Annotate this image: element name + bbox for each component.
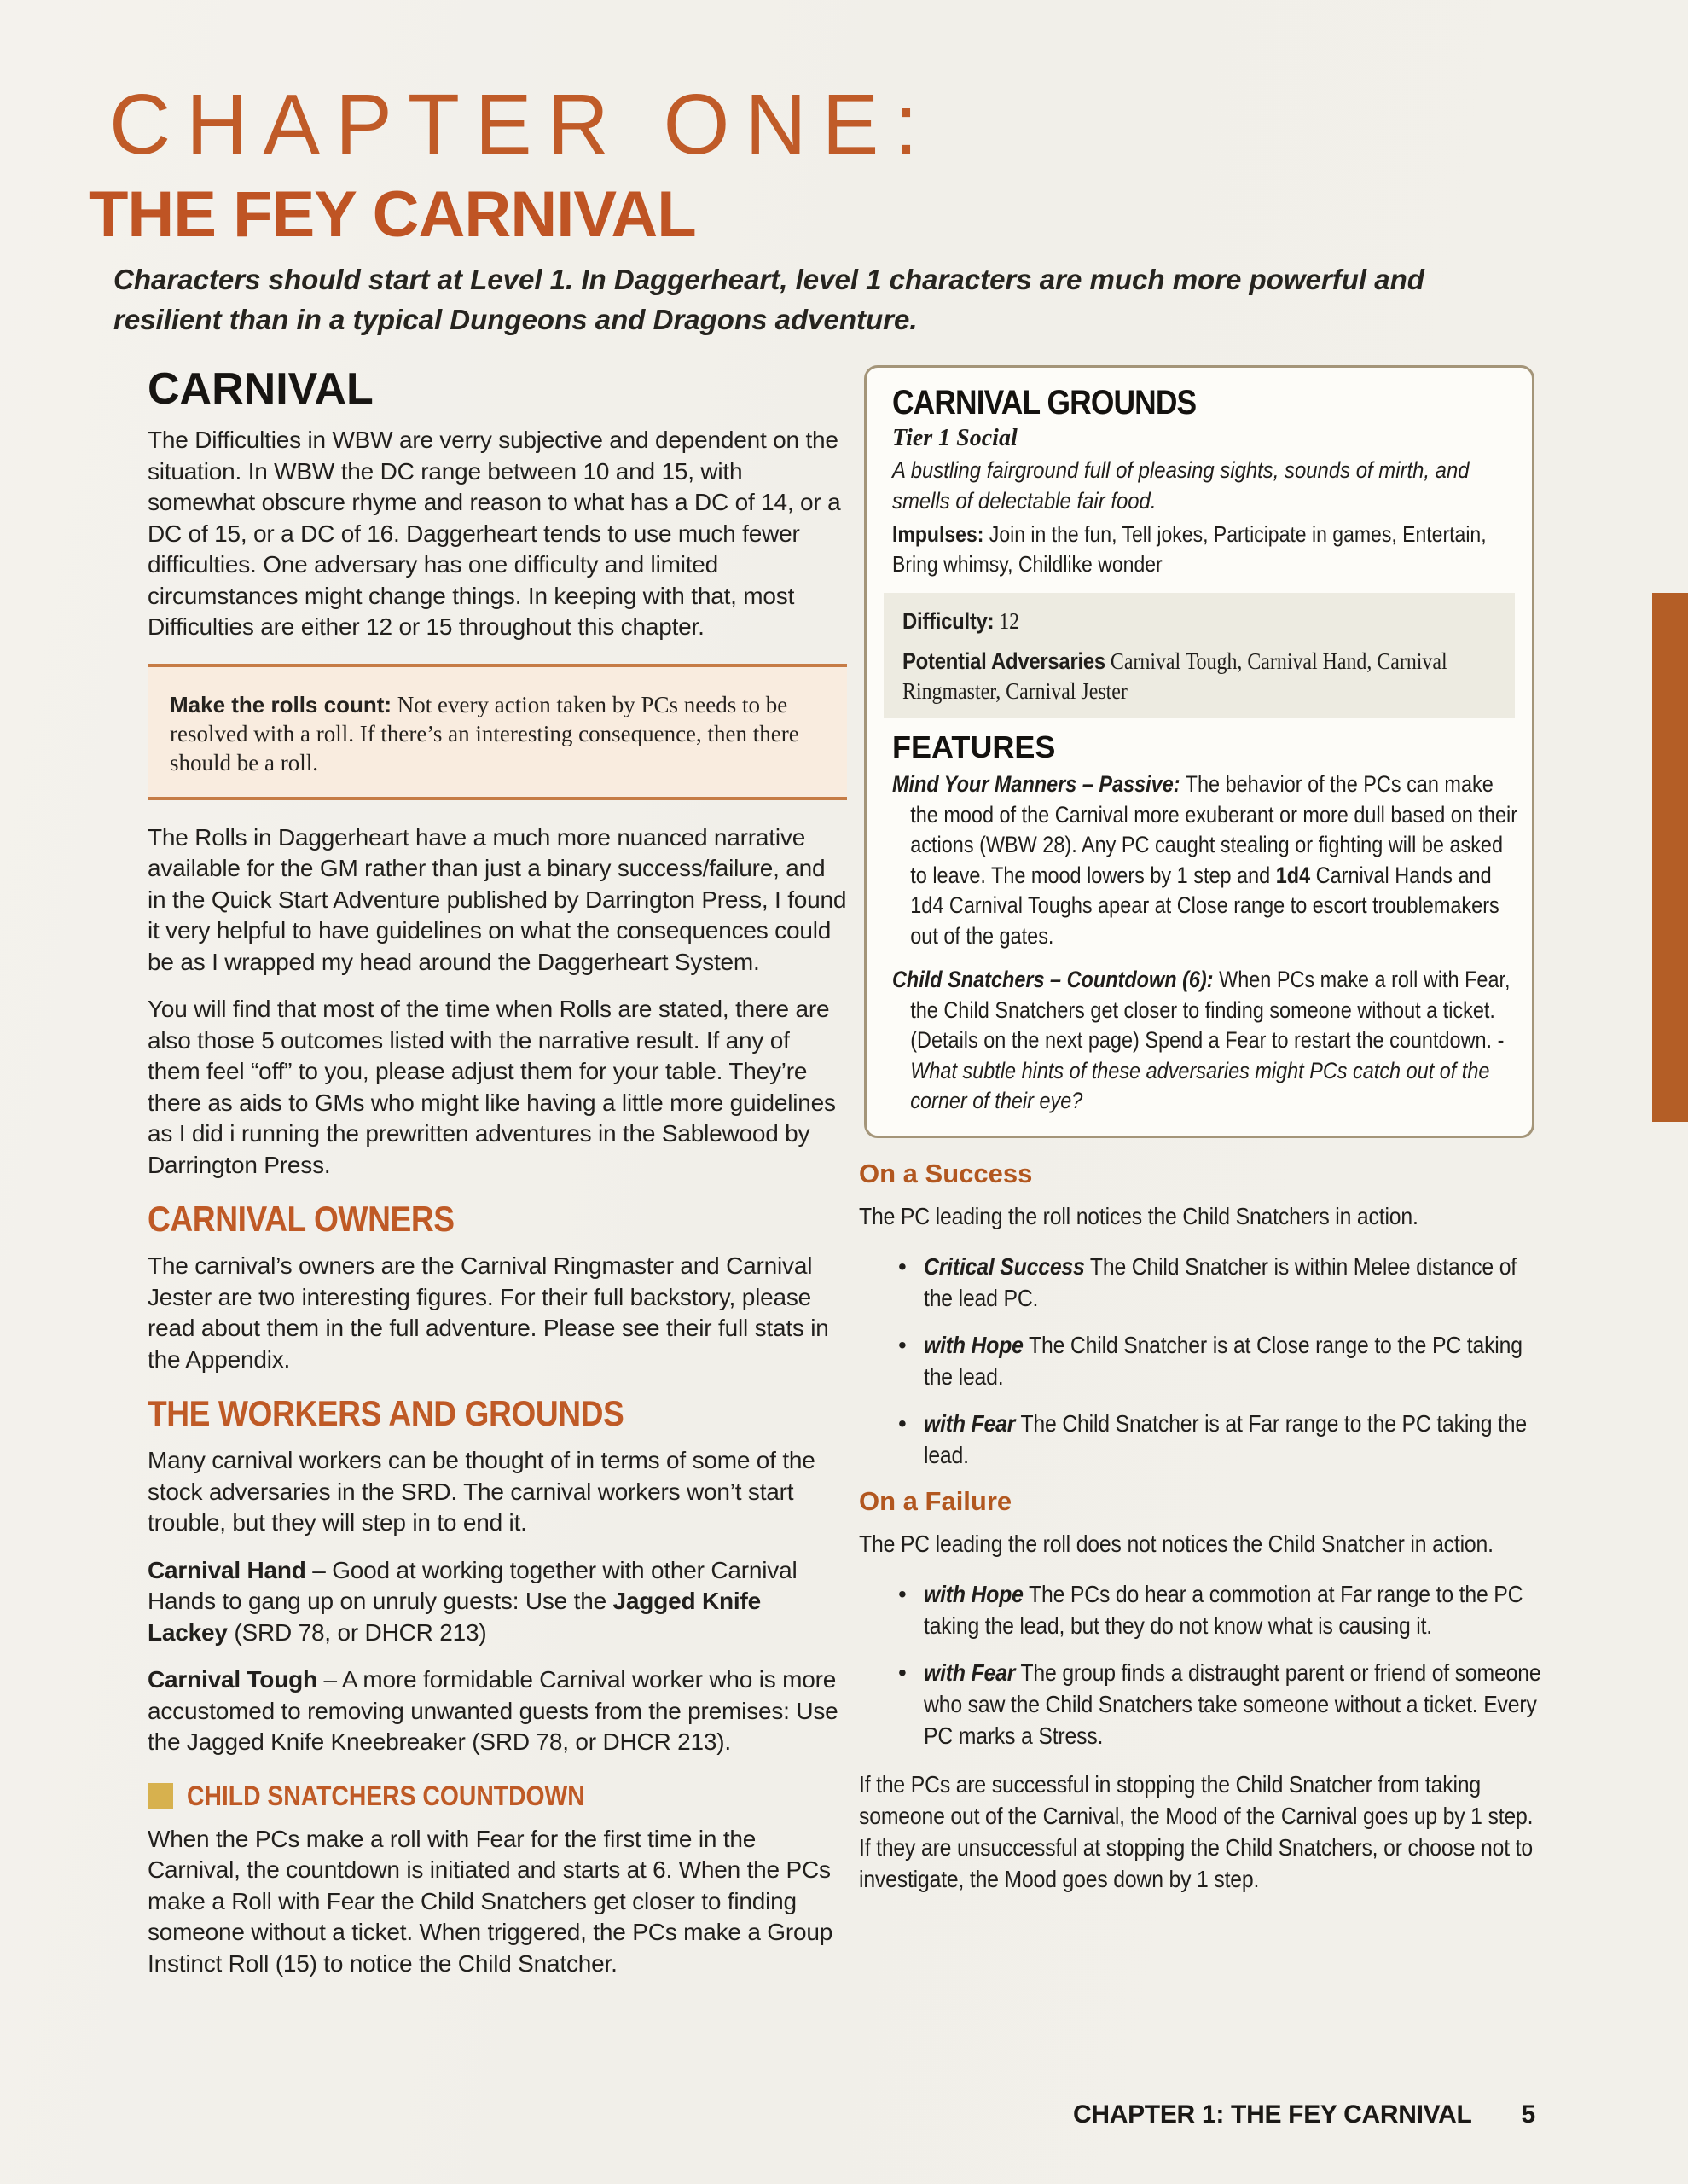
paragraph: You will find that most of the time when Rolls are stated, there are also those 5 outcomes listed with the narrative result. If any of them feel “off” to you, please adjust them for your table. They’re there as aids to GMs who might like having a little more guidelines as I did i running the prewritten adventures in the Sablewood by Darrington Press.: [148, 996, 836, 1178]
carnival-grounds-statblock: [864, 365, 1534, 1138]
difficulty-value: 12: [994, 608, 1020, 634]
section-heading-child-snatchers-countdown: [148, 1782, 847, 1809]
success-bullet-list: [857, 1251, 1541, 1471]
bullet-text: with Hope The Child Snatcher is at Close range to the PC taking the lead.: [924, 1331, 1523, 1390]
adversaries-label: Potential Adversaries: [902, 648, 1105, 674]
paragraph: When the PCs make a roll with Fear for the first time in the Carnival, the countdown is initiated and starts at 6. When the PCs make a Roll with Fear the Child Snatchers get closer to finding someone without a ticket. When triggered, the PCs make a Group Instinct Roll (15) to notice the Child Snatcher.: [148, 1825, 833, 1977]
list-item: [896, 1657, 1541, 1751]
list-item: [896, 1578, 1541, 1641]
section-heading-workers-grounds: THE WORKERS AND GROUNDS: [148, 1393, 624, 1433]
paragraph: The carnival’s owners are the Carnival Ringmaster and Carnival Jester are two interesting figures. For their full backstory, please read about them in the full adventure. Please see their full stats in the Appendix.: [148, 1252, 829, 1373]
feature-child-snatchers: Child Snatchers – Countdown (6): When PCs make a roll with Fear, the Child Snatchers get closer to finding someone without a ticket. (Details on the next page) Spend a Fear to restart the countdown. - What subtle hints of these adversaries might PCs catch out of the corner of their eye?: [892, 967, 1511, 1113]
closing-paragraph: If the PCs are successful in stopping the Child Snatcher from taking someone out of the Carnival, the Mood of the Carnival goes up by 1 step. If they are unsuccessful at stopping the Child Snatchers, or choose not to investigate, the Mood goes down by 1 step.: [859, 1770, 1534, 1892]
features-heading: FEATURES: [892, 729, 1056, 764]
statblock-title: CARNIVAL GROUNDS: [892, 384, 1197, 421]
chapter-edge-tab: [1652, 593, 1688, 1122]
statblock-flavor-text: A bustling fairground full of pleasing sights, sounds of mirth, and smells of delectable fair food.: [892, 457, 1470, 514]
list-item: [896, 1408, 1541, 1471]
failure-intro: The PC leading the roll does not notices the Child Snatcher in action.: [859, 1530, 1494, 1557]
page-title: THE FEY CARNIVAL: [89, 178, 696, 251]
adversaries-value: Carnival Tough, Carnival Hand, Carnival Ringmaster, Carnival Jester: [902, 648, 1447, 704]
impulses-label: Impulses:: [892, 521, 984, 547]
gold-square-icon: [148, 1783, 173, 1809]
section-heading-carnival-owners: CARNIVAL OWNERS: [148, 1199, 455, 1239]
on-a-failure-heading: On a Failure: [859, 1485, 1012, 1516]
adversaries-row: [902, 647, 1496, 706]
difficulty-row: [902, 607, 1496, 636]
impulses-value: Join in the fun, Tell jokes, Participate in games, Entertain, Bring whimsy, Childlike wonder: [892, 521, 1487, 577]
bullet-text: Critical Success The Child Snatcher is within Melee distance of the lead PC.: [924, 1252, 1517, 1311]
left-column: [148, 364, 847, 1995]
paragraph-carnival-tough: Carnival Tough – A more formidable Carnival worker who is more accustomed to removing unwanted guests from the premises: Use the Jagged Knife Kneebreaker (SRD 78, or DHCR 213).: [148, 1666, 838, 1755]
paragraph: Many carnival workers can be thought of in terms of some of the stock adversaries in the SRD. The carnival workers won’t start trouble, but they will step in to end it.: [148, 1447, 815, 1536]
countdown-heading-label: CHILD SNATCHERS COUNTDOWN: [187, 1780, 585, 1811]
statblock-impulses: [892, 520, 1506, 579]
bullet-text: with Fear The group finds a distraught parent or friend of someone who saw the Child Snatchers take someone without a ticket. Every PC marks a Stress.: [924, 1658, 1541, 1749]
difficulty-box: [884, 593, 1515, 718]
failure-bullet-list: [857, 1578, 1541, 1751]
callout-box: [148, 664, 847, 800]
feature-mind-your-manners: Mind Your Manners – Passive: The behavior of the PCs can make the mood of the Carnival more exuberant or more dull based on their actions (WBW 28). Any PC caught stealing or fighting will be asked to leave. The mood lowers by 1 step and 1d4 Carnival Hands and 1d4 Carnival Toughs apear at Close range to escort troublemakers out of the gates.: [892, 771, 1518, 949]
page-footer: [1073, 2100, 1535, 2129]
bullet-text: with Hope The PCs do hear a commotion at Far range to the PC taking the lead, but they do not know what is causing it.: [924, 1580, 1523, 1639]
intro-paragraph: Characters should start at Level 1. In Daggerheart, level 1 characters are much more powerful and resilient than in a typical Dungeons and Dragons adventure.: [113, 264, 1424, 335]
success-intro: The PC leading the roll notices the Child Snatchers in action.: [859, 1202, 1418, 1229]
paragraph-carnival-hand: Carnival Hand – Good at working together with other Carnival Hands to gang up on unruly guests: Use the Jagged Knife Lackey (SRD 78, or DHCR 213): [148, 1556, 798, 1646]
footer-page-number: 5: [1521, 2100, 1535, 2129]
footer-chapter-label: CHAPTER 1: THE FEY CARNIVAL: [1073, 2100, 1472, 2129]
paragraph: The Difficulties in WBW are verry subjective and dependent on the situation. In WBW the DC range between 10 and 15, with somewhat obscure rhyme and reason to what has a DC of 14, or a DC of 15, or a DC of 16. Daggerheart tends to use much fewer difficulties. One adversary has one difficulty and limited circumstances might change things. In keeping with that, most Difficulties are either 12 or 15 throughout this chapter.: [148, 427, 841, 640]
section-heading-carnival: CARNIVAL: [148, 364, 374, 414]
difficulty-label: Difficulty:: [902, 608, 995, 634]
list-item: [896, 1251, 1541, 1314]
on-a-success-heading: On a Success: [859, 1158, 1033, 1188]
list-item: [896, 1329, 1541, 1392]
callout-label: Make the rolls count:: [170, 691, 392, 717]
paragraph: The Rolls in Daggerheart have a much more nuanced narrative available for the GM rather than just a binary success/failure, and in the Quick Start Adventure published by Darrington Press, I found it very helpful to have guidelines on what the consequences could be as I wrapped my head around the Daggerheart System.: [148, 823, 847, 975]
statblock-tier: Tier 1 Social: [892, 425, 1018, 451]
chapter-kicker: CHAPTER ONE:: [109, 77, 934, 172]
callout-text: Not every action taken by PCs needs to be resolved with a roll. If there’s an interesting consequence, then there should be a roll.: [170, 691, 799, 775]
right-column: [857, 365, 1541, 1907]
bullet-text: with Fear The Child Snatcher is at Far range to the PC taking the lead.: [924, 1409, 1528, 1468]
